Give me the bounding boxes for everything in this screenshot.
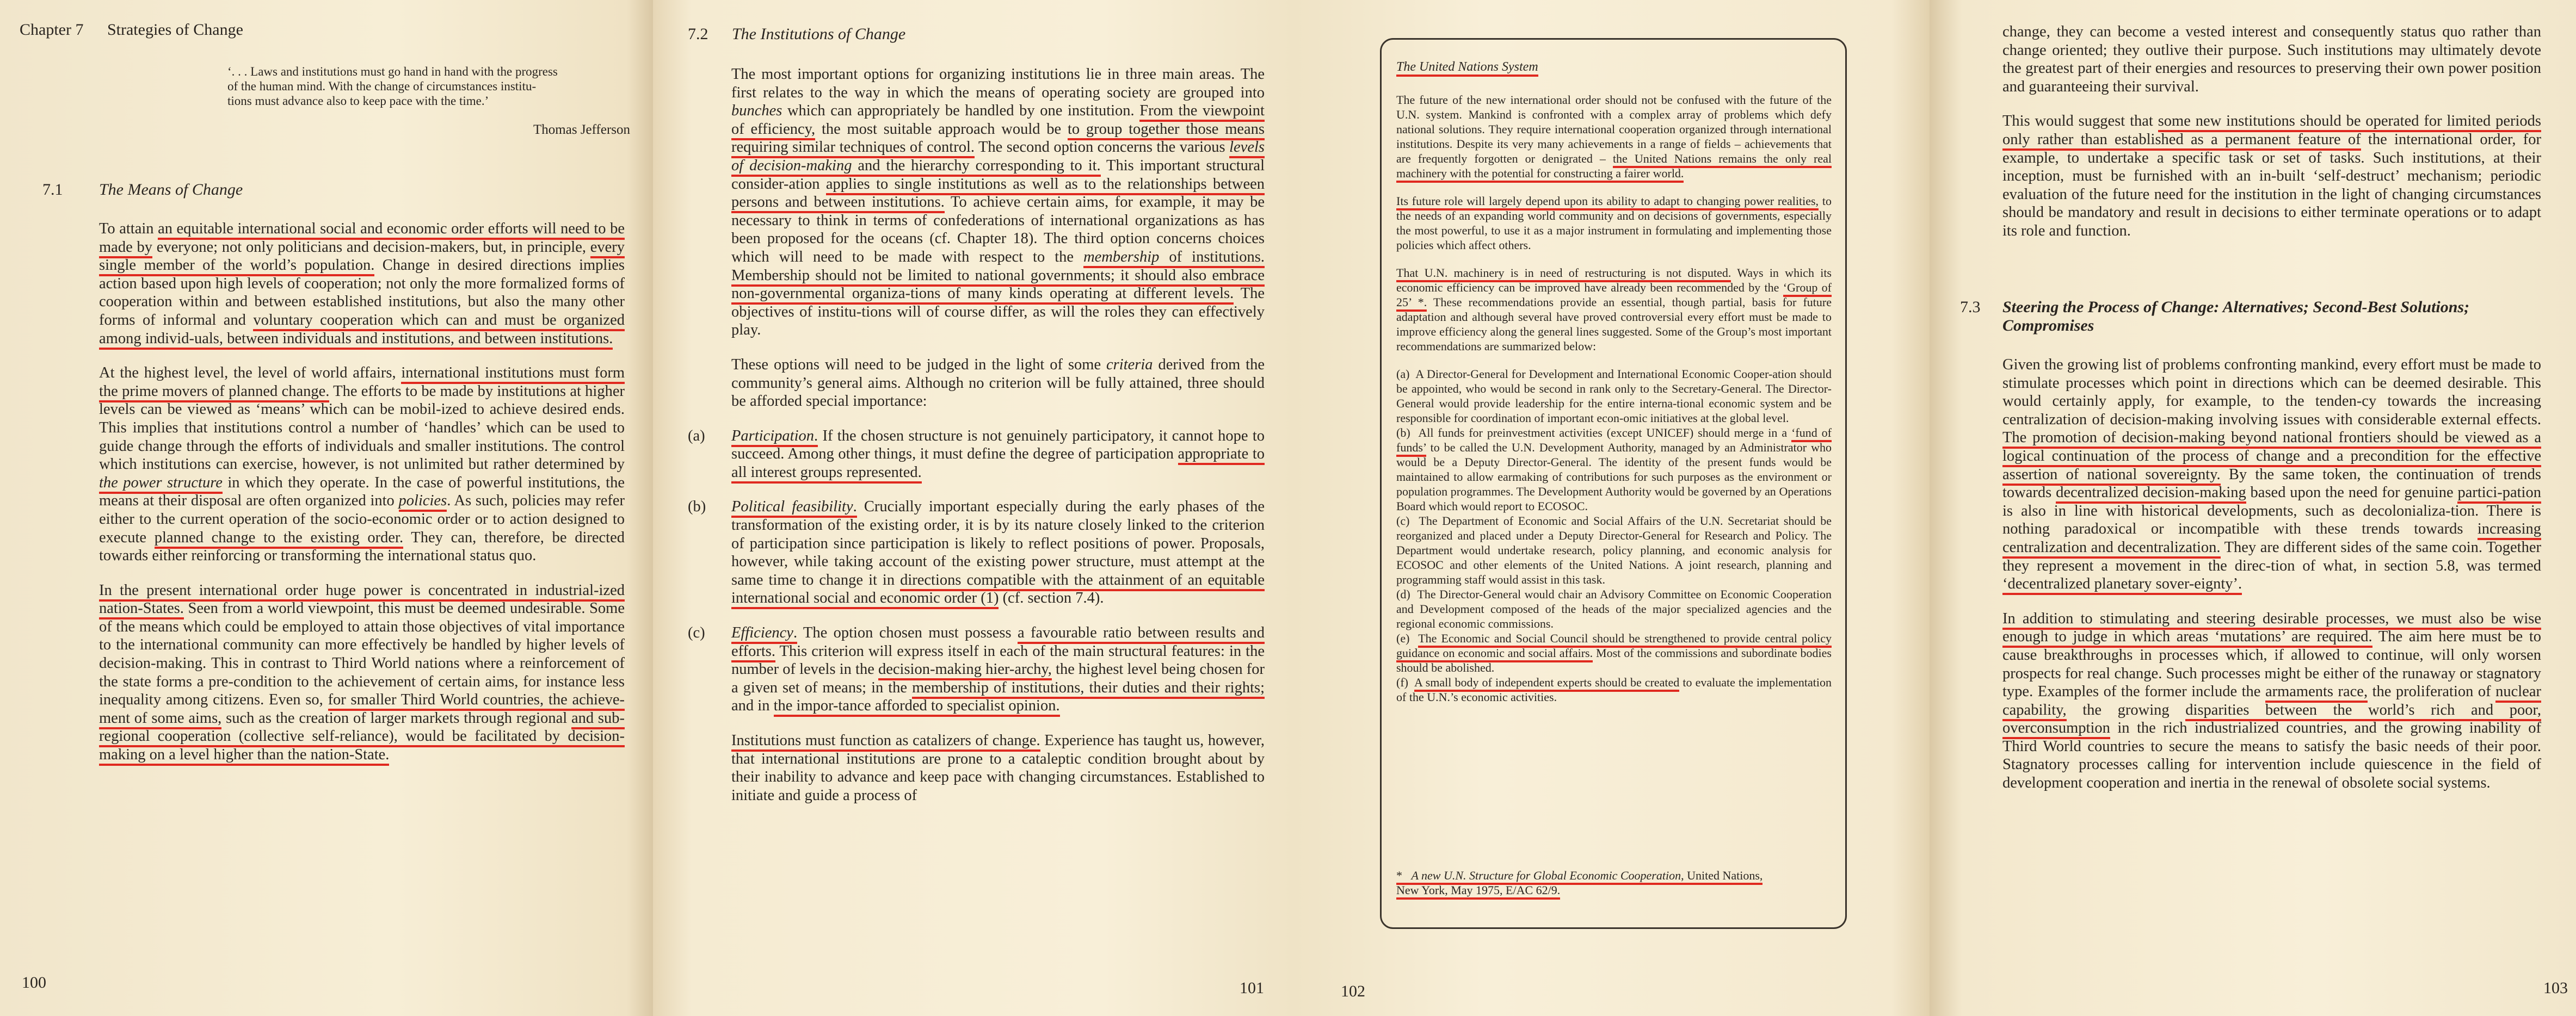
criterion-item: (a) Participation. If the chosen structure is not genuinely participatory, it cannot hope to succeed. Among other things, it must define the degree of participation appropriate to all interest groups represented. (731, 427, 1265, 482)
epigraph (227, 64, 630, 137)
page-number: 101 (1240, 979, 1264, 997)
section-heading (1960, 298, 2469, 335)
body-text (2002, 356, 2541, 792)
item-label: (b) (688, 498, 706, 516)
section-title: The Institutions of Change (732, 25, 906, 43)
paragraph: Institutions must function as catalizers of change. Experience has taught us, however, that international institutions are prone to a cataleptic condition brought about by their inability to advance and keep pace with changing circumstances. Established to initiate and guide a process of (731, 732, 1265, 804)
footnote-line: New York, May 1975, E/AC 62/9. (1396, 883, 1832, 897)
footnote-source: , United Nations, (1681, 869, 1763, 882)
section-number: 7.2 (688, 25, 708, 43)
epigraph-line: of the human mind. With the change of circumstances institu- (227, 79, 537, 93)
section-title: The Means of Change (99, 181, 243, 199)
paragraph: (a) A Director-General for Development and International Economic Cooper-ation should be appointed, who would be second in rank only to the Secretary-General. The Director-General would provide leadership for the entire interna-tional economic system and be responsible for coordination of important econ-omic initiatives at the global level. (b) All funds for preinvestment activities (except UNICEF) should merge in a ‘fund of funds’ to be called the U.N. Development Authority, managed by an Administrator who would be a Deputy Director-General. The identity of the present funds would be maintained to allow earmaking of contributions for such purposes as the environment or population programmes. The Development Authority would be governed by an Operations Board which would report to ECOSOC. (c) The Department of Economic and Social Affairs of the U.N. Secretariat should be reorganized and placed under a Deputy Director-General for Research and Policy. The Department would undertake research, policy planning, and economic analysis for ECOSOC and other elements of the United Nations. A joint research, planning and programming staff would assist in this task. (d) The Director-General would chair an Advisory Committee on Economic Cooperation and Development composed of the heads of the major specialized agencies and the regional economic commissions. (e) The Economic and Social Council should be strengthened to provide central policy guidance on economic and social affairs. Most of the commissions and subordinate bodies should be abolished. (f) A small body of independent experts should be created to evaluate the implementation of the U.N.’s economic activities. (1396, 367, 1832, 704)
page-number: 100 (22, 974, 46, 992)
item-title: Political feasibility (731, 498, 853, 516)
paragraph: The most important options for organizing institutions lie in three main areas. The first relates to the way in which the means of operating society are grouped into bunches which can appropriately be handled by one institution. From the viewpoint of efficiency, the most suitable approach would be to group together those means requiring similar techniques of control. The second option concerns the various levels of decision-making and the hierarchy corresponding to it. This important structural consider-ation applies to single institutions as well as to the relationships between persons and between institutions. To achieve certain aims, for example, it may be necessary to think in terms of confederations of international organizations as has been proposed for the oceans (cf. Chapter 18). The third option concerns choices which will need to be made with respect to the membership of institutions. Membership should not be limited to national governments; it should also embrace non-governmental organiza-tions of many kinds operating at different levels. The objectives of institu-tions will of course differ, as will the roles they can effectively play. (731, 66, 1265, 339)
criterion-item: (b) Political feasibility. Crucially important especially during the early phases of the transformation of the existing order, it is by its nature closely linked to the criterion of participation since participation is likely to reflect positions of power. Proposals, however, while taking account of the existing power structure, must attempt at the same time to change it in directions compatible with the attainment of an equitable international social and economic order (1) (cf. section 7.4). (731, 498, 1265, 608)
paragraph: This would suggest that some new institutions should be operated for limited periods only rather than established as a permanent feature of the international order, for example, to undertake a specific task or set of tasks. Such institutions, at their inception, must be furnished with an in-built ‘self-destruct’ mechanism; periodic evaluation of the future need for the institution in the light of changing circumstances should be mandatory and result in decisions to either terminate operations or to adapt its role and function. (2002, 113, 2541, 239)
running-head (688, 25, 905, 44)
body-text (99, 220, 625, 764)
footnote (1396, 868, 1832, 897)
chapter-title: Strategies of Change (107, 21, 243, 39)
paragraph: Given the growing list of problems confronting mankind, every effort must be made to stimulate processes which point in directions which can be deemed desirable. This would certainly apply, for example, to the tenden-cy towards the increasing centralization of decision-making involving issues with considerable external effects. The promotion of decision-making beyond national frontiers should be viewed as a logical continuation of the process of change and a precondition for the effective assertion of national sovereignty. By the same token, the continuation of trends towards decentralized decision-making based upon the need for genuine partici-pation is also in line with historical developments, such as decolonializa-tion. There is nothing paradoxical or incompatible with these trends towards increasing centralization and decentralization. They are different sides of the same coin. Together they represent a movement in the direc-tion of what, in section 5.8, was termed ‘decentralized planetary sover-eignty’. (2002, 356, 2541, 593)
footnote-line (1396, 868, 1832, 883)
box-body (1396, 92, 1832, 704)
epigraph-author: Thomas Jefferson (533, 122, 630, 137)
paragraph: In addition to stimulating and steering desirable processes, we must also be wise enough to judge in which areas ‘mutations’ are required. The aim here must be to cause breakthroughs in processes which, if allowed to continue, will only worsen prospects for real change. Such processes might be either of the runaway or stagnatory type. Examples of the former include the armaments race, the proliferation of nuclear capability, the growing disparities between the world’s rich and poor, overconsumption in the rich industrialized countries, and the growing inability of Third World countries to secure the means to satisfy the basic needs of their poor. Stagnatory processes calling for intervention include quiescence in the field of development cooperation and inertia in the renewal of obsolete social systems. (2002, 610, 2541, 792)
body-text (2002, 23, 2541, 240)
epigraph-line: tions must advance also to keep pace with the time.’ (227, 94, 489, 108)
criterion-item: (c) Efficiency. The option chosen must possess a favourable ratio between results and efforts. This criterion will express itself in each of the main structural features: in the number of levels in the decision-making hier-archy, the highest level being chosen for a given set of means; in the membership of institutions, their duties and their rights; and in the impor-tance afforded to specialist opinion. (731, 624, 1265, 715)
page-100 (0, 0, 653, 1016)
page-102 (1294, 0, 1930, 1016)
paragraph: These options will need to be judged in the light of some criteria derived from the community’s general aims. Although no criterion will be fully attained, three should be afforded special importance: (731, 356, 1265, 410)
paragraph: The future of the new international order should not be confused with the future of the U.N. system. Mankind is confronted with a complex array of problems which defy national solutions. They require international cooperation organized through international institutions. Despite its very many achievements in a range of fields – achievements that are frequently forgotten or denigrated – the United Nations remains the only real machinery with the potential for constructing a fairer world. (1396, 92, 1832, 181)
item-label: (a) (688, 427, 705, 444)
section-heading (42, 181, 243, 199)
paragraph: That U.N. machinery is in need of restructuring is not disputed. Ways in which its economic efficiency can be improved have already been recommended by the ‘Group of 25’ *. These recommendations provide an essential, though partial, basis for future adaptation and although several have proved controversial every effort must be made to improve efficiency along the general lines suggested. Some of the Group’s most important recommendations are summarized below: (1396, 266, 1832, 353)
page-number: 102 (1341, 982, 1365, 1000)
section-title: Steering the Process of Change: Alternatives; Second-Best Solutions; (2002, 298, 2470, 316)
footnote-title: A new U.N. Structure for Global Economic Cooperation (1411, 869, 1681, 882)
paragraph: At the highest level, the level of world affairs, international institutions must form the prime movers of planned change. The efforts to be made by institutions at higher levels can be viewed as ‘means’ which can be mobil-ized to achieve desired ends. This implies that institutions control a number of ‘handles’ which can be used to guide change through the efforts of individuals and smaller institutions. The control which institutions can exercise, however, is not unlimited but rather determined by the power structure in which they operate. In the case of powerful institutions, the means at their disposal are often organized into policies. As such, policies may refer either to the current operation of the socio-economic order or to action designed to execute planned change to the existing order. They can, therefore, be directed towards either reinforcing or transforming the international status quo. (99, 364, 625, 565)
paragraph: To attain an equitable international social and economic order efforts will need to be made by everyone; not only politicians and decision-makers, but, in principle, every single member of the world’s population. Change in desired directions implies action based upon high levels of cooperation; not only the more formalized forms of cooperation within and between established institutions, but also the many other forms of informal and voluntary cooperation which can and must be organized among individ-uals, between individuals and institutions, and between institutions. (99, 220, 625, 348)
item-title: Participation (731, 427, 814, 444)
item-label: (c) (688, 624, 705, 642)
running-head (20, 21, 243, 39)
paragraph: In the present international order huge power is concentrated in industrial-ized nation-States. Seen from a world viewpoint, this must be deemed undesirable. Some of the means which could be employed to attain those objectives of vital importance to the international community can more effectively be handled by higher levels of decision-making. This in contrast to Third World nations where a reinforcement of the state forms a pre-condition to the achievement of certain aims, for instance less inequality among citizens. Even so, for smaller Third World countries, the achieve-ment of some aims, such as the creation of larger markets through regional and sub-regional cooperation (collective self-reliance), would be facilitated by decision-making on a level higher than the nation-State. (99, 581, 625, 764)
section-number: 7.3 (1960, 298, 1981, 316)
body-text (688, 65, 1265, 804)
page-103 (1930, 0, 2576, 1016)
box-title: The United Nations System (1396, 60, 1538, 75)
paragraph: Its future role will largely depend upon its ability to adapt to changing power realities, to the needs of an expanding world community and on decisions of governments, especially the most powerful, to use it as a major instrument in formulating and implementing those policies which affect others. (1396, 194, 1832, 252)
footnote-marker: * (1396, 869, 1402, 882)
section-title-continued: Compromises (2002, 317, 2094, 334)
page-number: 103 (2543, 979, 2568, 997)
chapter-label: Chapter 7 (20, 21, 84, 39)
section-number: 7.1 (42, 181, 63, 199)
page-101 (653, 0, 1294, 1016)
epigraph-line: ‘. . . Laws and institutions must go hand in hand with the progress (227, 65, 558, 78)
paragraph: change, they can become a vested interest and consequently status quo rather than change oriented; they outlive their purpose. Such institutions may ultimately devote the greatest part of their energies and resources to preserving their own power position and guaranteeing their survival. (2002, 23, 2541, 95)
item-title: Efficiency (731, 624, 793, 642)
